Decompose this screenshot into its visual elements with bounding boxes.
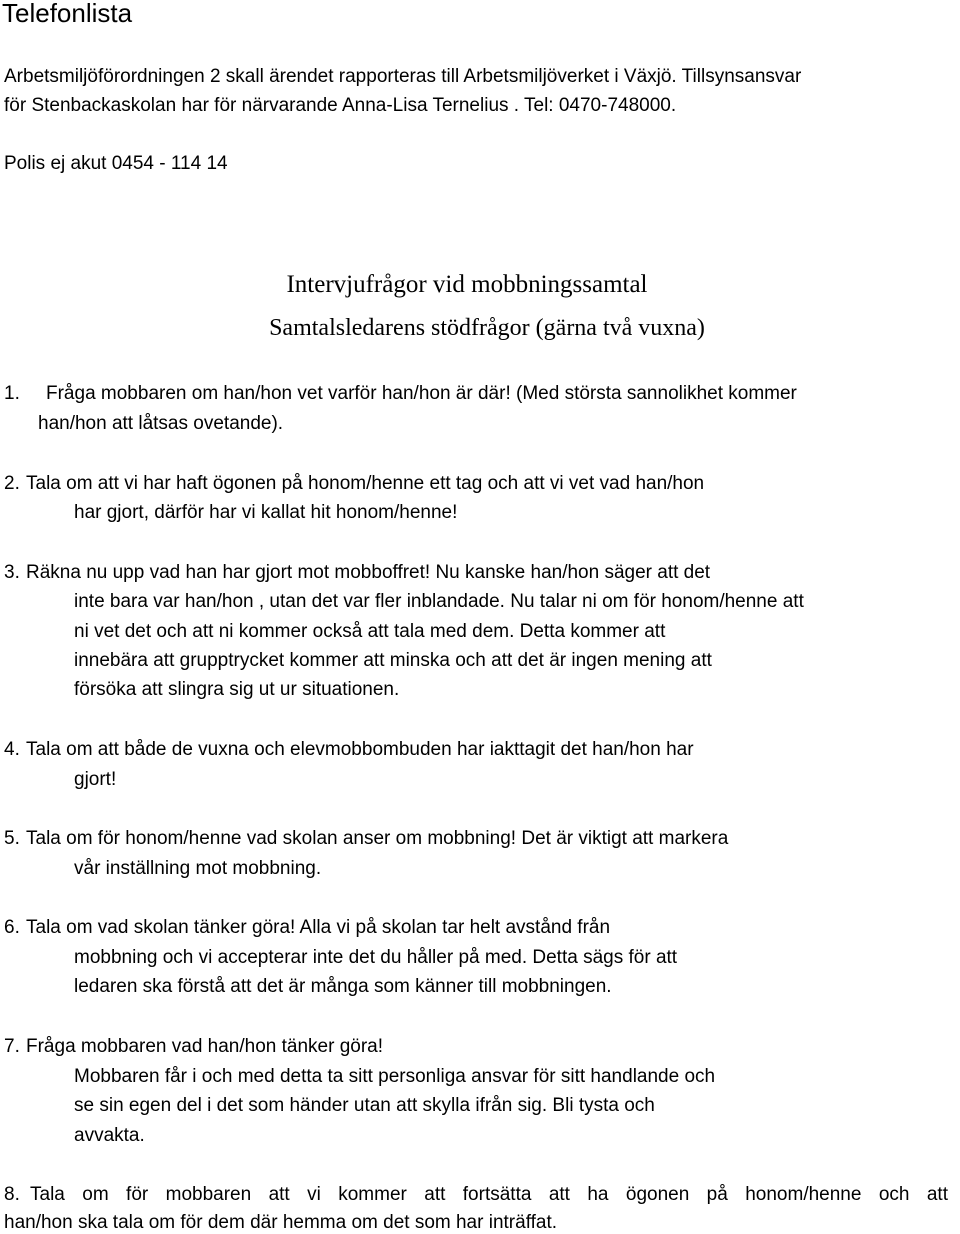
item-line: avvakta. [74, 1125, 145, 1146]
item-line: mobbning och vi accepterar inte det du håller på med. Detta sägs för att [74, 947, 678, 968]
item-line: ledaren ska förstå att det är många som känner till mobbningen. [74, 976, 612, 997]
item-line: se sin egen del i det som händer utan att skylla ifrån sig. Bli tysta och [74, 1095, 655, 1116]
item-line: Mobbaren får i och med detta ta sitt personliga ansvar för sitt handlande och [74, 1066, 716, 1087]
item-number: 7. [4, 1036, 20, 1057]
section-heading: Intervjufrågor vid mobbningssamtal [286, 271, 648, 298]
police-line: Polis ej akut 0454 - 114 14 [4, 153, 228, 174]
intro-line-2: för Stenbackaskolan har för närvarande Anna-Lisa Ternelius . Tel: 0470-748000. [4, 95, 677, 116]
document-title: Telefonlista [2, 0, 133, 28]
item-line: Räkna nu upp vad han har gjort mot mobboffret! Nu kanske han/hon säger att det [26, 562, 711, 583]
item-number: 1. [4, 383, 20, 404]
item-line: har gjort, därför har vi kallat hit honom/henne! [74, 502, 458, 523]
item-line: försöka att slingra sig ut ur situationen. [74, 679, 400, 700]
item-line: vår inställning mot mobbning. [74, 858, 322, 879]
item-line: gjort! [74, 769, 117, 790]
item-line: han/hon ska tala om för dem där hemma om det som har inträffat. [4, 1212, 558, 1233]
item-number: 4. [4, 739, 20, 760]
item-number: 6. [4, 917, 20, 938]
item-line: Tala om att både de vuxna och elevmobbombuden har iakttagit det han/hon har [26, 739, 694, 760]
item-line: Tala om för mobbaren att vi kommer att fortsätta att ha ögonen på honom/henne och att [30, 1184, 948, 1205]
item-line: Tala om vad skolan tänker göra! Alla vi på skolan tar helt avstånd från [26, 917, 611, 938]
item-number: 2. [4, 473, 20, 494]
item-line: innebära att grupptrycket kommer att minska och att det är ingen mening att [74, 650, 712, 671]
item-number: 8. [4, 1184, 20, 1205]
item-line: Fråga mobbaren om han/hon vet varför han/hon är där! (Med största sannolikhet kommer [46, 383, 797, 404]
item-line: Tala om att vi har haft ögonen på honom/henne ett tag och att vi vet vad han/hon [26, 473, 705, 494]
item-line: ni vet det och att ni kommer också att tala med dem. Detta kommer att [74, 621, 666, 642]
item-line: han/hon att låtsas ovetande). [38, 413, 284, 434]
item-number: 3. [4, 562, 20, 583]
section-subheading: Samtalsledarens stödfrågor (gärna två vuxna) [269, 315, 705, 341]
item-line: Tala om för honom/henne vad skolan anser om mobbning! Det är viktigt att markera [26, 828, 729, 849]
item-line: inte bara var han/hon , utan det var fler inblandade. Nu talar ni om för honom/henne att [74, 591, 804, 612]
item-number: 5. [4, 828, 20, 849]
item-line: Fråga mobbaren vad han/hon tänker göra! [26, 1036, 384, 1057]
intro-line-1: Arbetsmiljöförordningen 2 skall ärendet rapporteras till Arbetsmiljöverket i Växjö. Tillsynsansvar [4, 66, 802, 87]
